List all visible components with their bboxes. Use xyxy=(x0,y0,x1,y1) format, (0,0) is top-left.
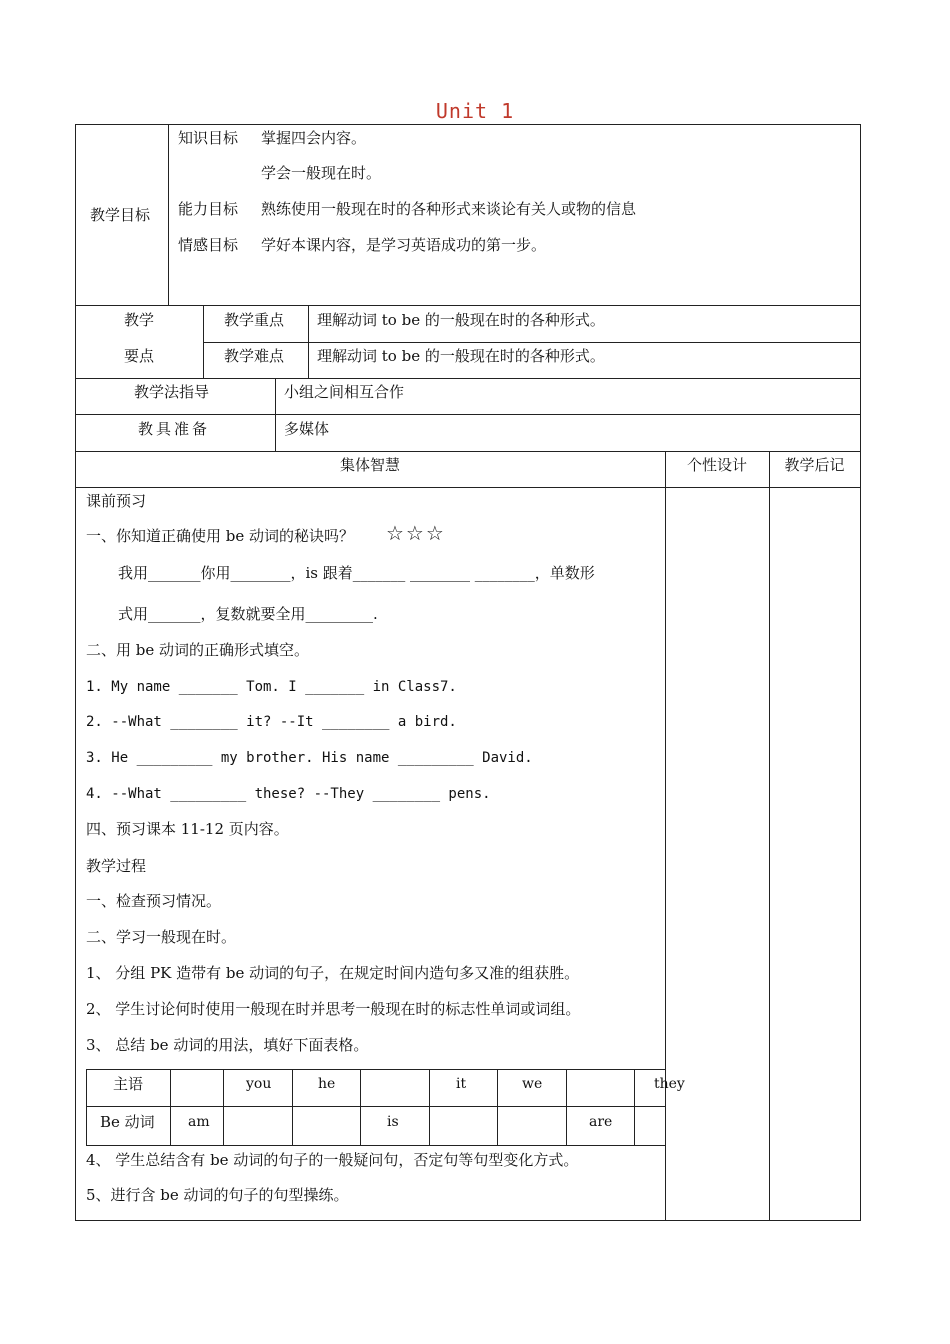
row-divider xyxy=(75,305,861,306)
method-label: 教学法指导 xyxy=(134,383,210,401)
grammar-table-border xyxy=(86,1069,87,1145)
table-border-top xyxy=(75,124,861,125)
question-4: 四、预习课本 11-12 页内容。 xyxy=(86,820,289,838)
objectives-label: 教学目标 xyxy=(90,206,151,224)
col-divider xyxy=(665,451,666,1220)
grammar-table-divider xyxy=(360,1069,361,1145)
objective-label: 知识目标 xyxy=(178,129,239,147)
exercise-item: 2. --What ________ it? --It ________ a bird. xyxy=(86,714,457,730)
col-divider xyxy=(769,451,770,1220)
focus-text: 理解动词 to be 的一般现在时的各种形式。 xyxy=(317,311,605,329)
grammar-cell: you xyxy=(246,1076,272,1092)
keypoints-label: 要点 xyxy=(124,347,155,365)
process-substep: 5、进行含 be 动词的句子的句型操练。 xyxy=(86,1186,349,1204)
objective-text: 学会一般现在时。 xyxy=(261,164,382,182)
row-divider xyxy=(75,451,861,452)
grammar-cell: it xyxy=(456,1076,467,1092)
tools-text: 多媒体 xyxy=(284,420,330,438)
difficulty-text: 理解动词 to be 的一般现在时的各种形式。 xyxy=(317,347,605,365)
grammar-table-divider xyxy=(566,1069,567,1145)
grammar-table-border xyxy=(86,1145,665,1146)
grammar-cell: we xyxy=(522,1076,543,1092)
row-divider xyxy=(75,378,861,379)
table-border-right xyxy=(860,124,861,1220)
grammar-cell: are xyxy=(589,1114,613,1130)
personal-heading: 个性设计 xyxy=(686,456,747,474)
process-substep: 2、 学生讨论何时使用一般现在时并思考一般现在时的标志性单词或词组。 xyxy=(86,1000,581,1018)
objective-text: 熟练使用一般现在时的各种形式来谈论有关人或物的信息 xyxy=(261,200,637,218)
grammar-table-divider xyxy=(497,1069,498,1145)
grammar-table-divider xyxy=(634,1069,635,1145)
table-border-bottom xyxy=(75,1220,861,1221)
preview-heading: 课前预习 xyxy=(86,492,147,510)
objective-text: 掌握四会内容。 xyxy=(261,129,367,147)
row-divider xyxy=(75,414,861,415)
objective-text: 学好本课内容，是学习英语成功的第一步。 xyxy=(261,236,547,254)
col-divider xyxy=(168,124,169,305)
difficulty-label: 教学难点 xyxy=(224,347,285,365)
col-divider xyxy=(308,305,309,378)
process-step: 一、检查预习情况。 xyxy=(86,892,222,910)
method-text: 小组之间相互合作 xyxy=(284,383,405,401)
grammar-table-divider xyxy=(223,1069,224,1145)
grammar-cell: Be 动词 xyxy=(100,1113,155,1131)
grammar-table-border xyxy=(86,1106,665,1107)
process-substep: 4、 学生总结含有 be 动词的句子的一般疑问句，否定句等句型变化方式。 xyxy=(86,1151,579,1169)
collective-heading: 集体智慧 xyxy=(339,456,400,474)
col-divider xyxy=(203,305,204,378)
process-substep: 1、 分组 PK 造带有 be 动词的句子，在规定时间内造句多又准的组获胜。 xyxy=(86,964,580,982)
process-heading: 教学过程 xyxy=(86,857,147,875)
table-border-left xyxy=(75,124,76,1220)
question-2: 二、用 be 动词的正确形式填空。 xyxy=(86,641,310,659)
process-step: 二、学习一般现在时。 xyxy=(86,928,237,946)
grammar-cell: 主语 xyxy=(113,1075,144,1093)
row-divider xyxy=(203,342,861,343)
grammar-cell: he xyxy=(318,1076,336,1092)
exercise-item: 1. My name _______ Tom. I _______ in Class7. xyxy=(86,679,457,695)
grammar-table-divider xyxy=(429,1069,430,1145)
keypoints-label: 教学 xyxy=(124,311,155,329)
grammar-cell: they xyxy=(654,1076,685,1092)
row-divider xyxy=(75,487,861,488)
focus-label: 教学重点 xyxy=(224,311,285,329)
col-divider xyxy=(275,378,276,451)
grammar-table-divider xyxy=(170,1069,171,1145)
objective-label: 能力目标 xyxy=(178,200,239,218)
reflection-heading: 教学后记 xyxy=(784,456,845,474)
objective-label: 情感目标 xyxy=(178,236,239,254)
tools-label: 教具准备 xyxy=(138,420,211,438)
question-1-line: 式用_______，复数就要全用_________. xyxy=(118,605,378,623)
grammar-table-border xyxy=(86,1069,665,1070)
process-substep: 3、 总结 be 动词的用法，填好下面表格。 xyxy=(86,1036,369,1054)
grammar-cell: is xyxy=(387,1114,399,1130)
page-title: Unit 1 xyxy=(435,99,515,123)
grammar-table-divider xyxy=(292,1069,293,1145)
question-1: 一、你知道正确使用 be 动词的秘诀吗？ xyxy=(86,527,355,545)
exercise-item: 3. He _________ my brother. His name _________ David. xyxy=(86,750,533,766)
question-1-line: 我用_______你用________，is 跟着_______ ________ ________，单数形 xyxy=(118,564,595,582)
grammar-cell: am xyxy=(188,1114,210,1130)
exercise-item: 4. --What _________ these? --They ________ pens. xyxy=(86,786,491,802)
star-rating-icon: ☆☆☆ xyxy=(386,521,446,545)
